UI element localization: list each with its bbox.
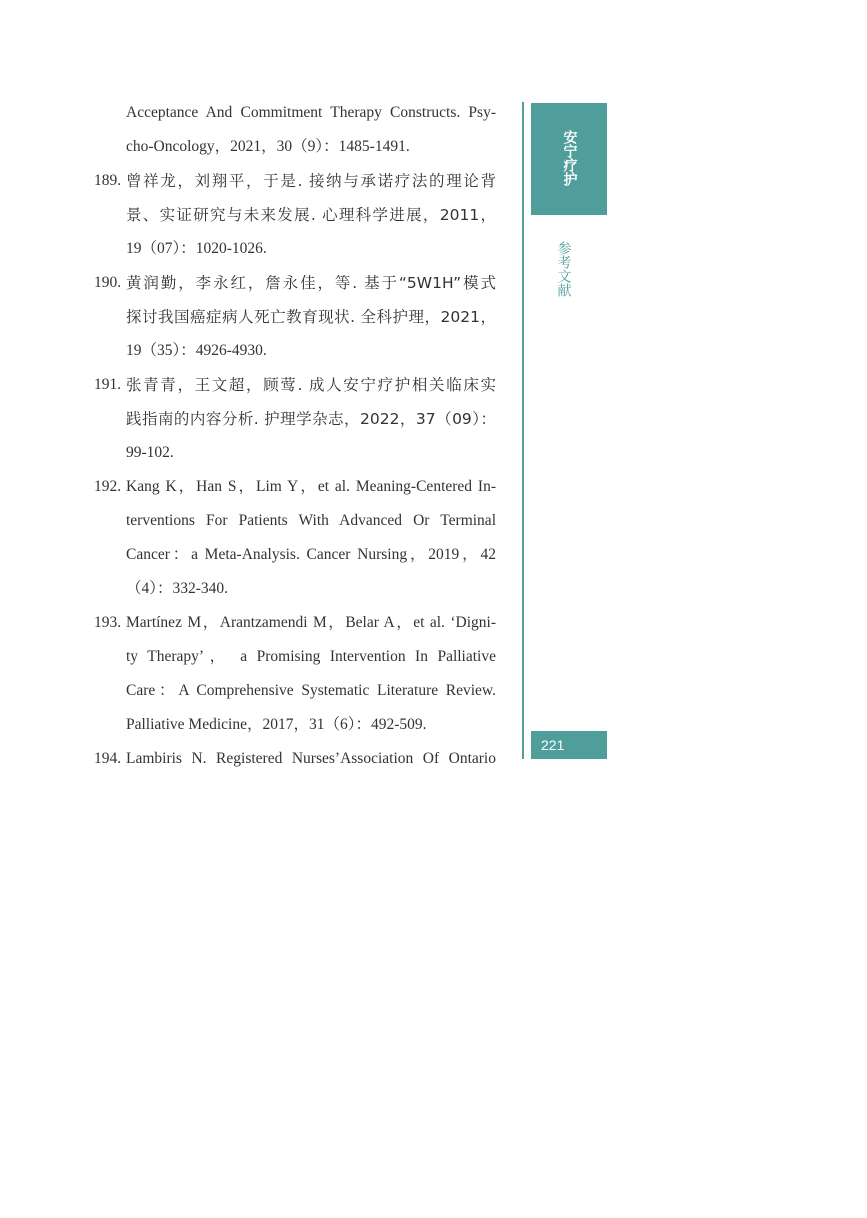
reference-item-194	[94, 742, 496, 776]
margin-divider	[522, 102, 524, 759]
section-label	[531, 241, 595, 297]
reference-line: Lambiris N. Registered Nurses’Association Of Ontario	[126, 750, 496, 767]
reference-line: Martínez M，Arantzamendi M，Belar A，et al. ‘Digni-	[126, 614, 496, 631]
reference-line: terventions For Patients With Advanced Or Terminal	[126, 512, 496, 529]
reference-number: 190.	[94, 274, 122, 291]
reference-line: Cancer：a Meta-Analysis. Cancer Nursing，2019，42	[126, 546, 496, 563]
reference-line: 曾祥龙，刘翔平，于是. 接纳与承诺疗法的理论背	[126, 172, 496, 190]
reference-line: 景、实证研究与未来发展. 心理科学进展，2011，	[126, 206, 496, 224]
reference-line: 99-102.	[126, 444, 174, 461]
reference-line: Kang K，Han S，Lim Y，et al. Meaning-Centered In-	[126, 478, 496, 495]
reference-number: 194.	[94, 750, 122, 767]
reference-line: 黄润勤，李永红，詹永佳，等. 基于“5W1H”模式	[126, 274, 496, 292]
reference-line: Palliative Medicine，2017，31（6）：492-509.	[126, 716, 427, 733]
reference-item-193	[94, 606, 496, 742]
reference-item-188-continued	[94, 96, 496, 164]
reference-line: 19（35）：4926-4930.	[126, 342, 267, 359]
reference-number: 191.	[94, 376, 122, 393]
reference-line: Care：A Comprehensive Systematic Literature Review.	[126, 682, 496, 699]
reference-number: 189.	[94, 172, 122, 189]
reference-item-189	[94, 164, 496, 266]
reference-line: （4）：332-340.	[126, 580, 229, 597]
reference-line: ty Therapy’， a Promising Intervention In Palliative	[126, 648, 496, 665]
section-title: 参考文献	[555, 241, 572, 297]
reference-line: 探讨我国癌症病人死亡教育现状. 全科护理，2021，	[126, 308, 496, 326]
chapter-tab	[531, 103, 607, 215]
reference-line: Acceptance And Commitment Therapy Constructs. Psy-	[126, 104, 496, 121]
reference-list	[94, 96, 496, 776]
reference-number: 192.	[94, 478, 122, 495]
reference-line: 践指南的内容分析. 护理学杂志，2022，37（09）：	[126, 410, 496, 428]
chapter-title: 安宁疗护	[561, 130, 578, 186]
reference-line: 19（07）：1020-1026.	[126, 240, 267, 257]
reference-item-190	[94, 266, 496, 368]
reference-item-192	[94, 470, 496, 606]
reference-line: 张青青，王文超，顾莺. 成人安宁疗护相关临床实	[126, 376, 496, 394]
reference-line: cho-Oncology，2021，30（9）：1485-1491.	[126, 138, 410, 155]
reference-item-191	[94, 368, 496, 470]
reference-number: 193.	[94, 614, 122, 631]
page-number: 221	[531, 731, 607, 759]
